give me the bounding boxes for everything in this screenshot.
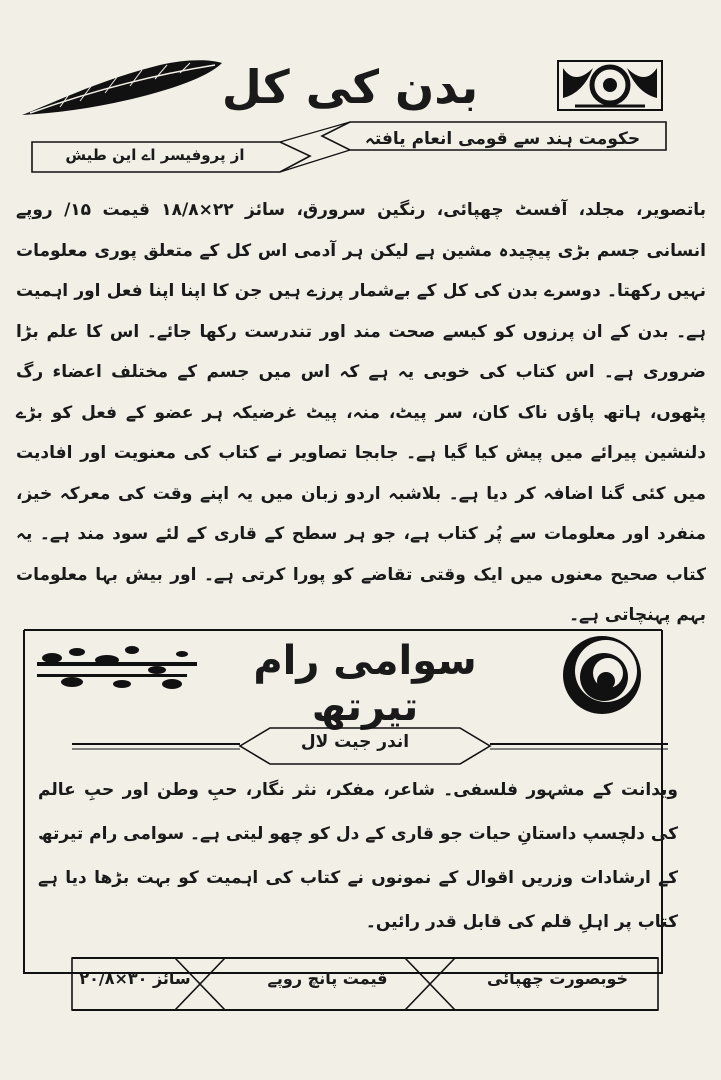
- book-description: باتصویر، مجلد، آفسٹ چھپائی، رنگین سرورق، سائز ۲۲×۱۸/۸ قیمت ۱۵/ روپے انسانی جسم بڑی پیچیدہ مشین ہے لیکن ہر آدمی اس کل کے متعلق پوری معلومات نہیں رکھتا۔ دوسرے بدن کی کل کے بےشمار پرزے ہیں جن کا اپنا اپنا فعل اور اہمیت ہے۔ بدن کے ان پرزوں کو کیسے صحت مند اور تندرست رکھا جائے۔ اس کا علم بڑا ضروری ہے۔ اس کتاب کی خوبی یہ ہے کہ اس میں جسم کے مختلف اعضاء رگ پٹھوں، ہاتھ پاؤں ناک کان، سر پیٹ، منہ، پیٹ غرضیکہ ہر عضو کے فعل کو بڑے دلنشین پیرائے میں پیش کیا گیا ہے۔ جابجا تصاویر نے کتاب کی معنویت اور افادیت میں کئی گنا اضافہ کر دیا ہے۔ بلاشبہ اردو زبان میں یہ اپنے وقت کی معرکہ خیز، منفرد اور معلومات سے پُر کتاب ہے، جو ہر سطح کے قاری کے لئے سود مند ہے۔ یہ کتاب صحیح معنوں میں ایک وقتی تقاضے کو پورا کرتی ہے۔ اور بیش بہا معلومات بہم پہنچاتی ہے۔: [16, 200, 706, 625]
- author-name: اندر جیت لال: [300, 732, 410, 752]
- feather-icon: [20, 55, 225, 120]
- decorative-dots-icon: [32, 640, 202, 695]
- author-label: از پروفیسر اے این طیش: [65, 146, 245, 164]
- footer-size: سائز ۳۰×۲۰/۸: [79, 969, 191, 988]
- ornament-icon: [555, 58, 665, 113]
- footer-print-quality: خوبصورت چھپائی: [486, 969, 629, 988]
- rings-icon: [560, 633, 645, 718]
- book-title-swami-ram-tirath: سوامی رام تیرتھ: [253, 638, 477, 730]
- book-title-badan-ki-kal: بدن کی کل: [221, 60, 479, 114]
- swami-ram-tirath-description: ویدانت کے مشہور فلسفی۔ شاعر، مفکر، نثر نگار، حبِ وطن اور حبِ عالم کی دلچسپ داستانِ حیات جو قاری کے دل کو چھو لیتی ہے۔ سوامی رام تیرتھ کے ارشادات وزریں اقوال کے نمونوں نے کتاب کی اہمیت کو بہت بڑھا دیا ہے کتاب پر اہلِ قلم کی قابل قدر رائیں۔: [38, 780, 678, 932]
- national-award-label: حکومت ہند سے قومی انعام یافتہ: [364, 129, 641, 149]
- footer-price: قیمت پانچ روپے: [267, 969, 388, 988]
